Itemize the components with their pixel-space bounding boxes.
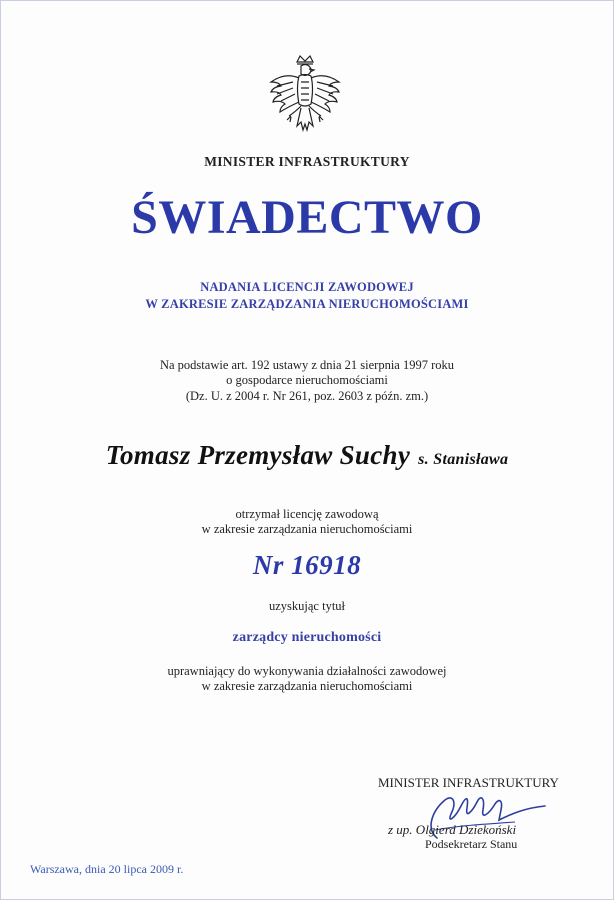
- authorizing-line-2: w zakresie zarządzania nieruchomościami: [201, 679, 413, 693]
- received-line-1: otrzymał licencję zawodową: [235, 507, 379, 521]
- signer-position: Podsekretarz Stanu: [425, 837, 518, 851]
- holder-name-line: [0, 440, 614, 471]
- signer-ministry: MINISTER INFRASTRUKTURY: [378, 775, 559, 790]
- legal-basis-line-1: Na podstawie art. 192 ustawy z dnia 21 sierpnia 1997 roku: [159, 358, 455, 372]
- legal-basis-line-3: (Dz. U. z 2004 r. Nr 261, poz. 2603 z późn. zm.): [185, 389, 429, 403]
- obtaining-title-text: uzyskując tytuł: [268, 599, 346, 613]
- professional-title: zarządcy nieruchomości: [232, 630, 382, 645]
- place-and-date: Warszawa, dnia 20 lipca 2009 r.: [30, 862, 184, 876]
- certificate-title: ŚWIADECTWO: [131, 191, 483, 244]
- eagle-emblem-icon: [265, 52, 345, 142]
- holder-father-name: s. Stanisława: [418, 451, 509, 468]
- signer-name: z up. Olgierd Dziekoński: [388, 822, 517, 837]
- subtitle-line-1: NADANIA LICENCJI ZAWODOWEJ: [200, 280, 414, 294]
- authorizing-line-1: uprawniający do wykonywania działalności zawodowej: [167, 664, 447, 678]
- holder-name: Tomasz Przemysław Suchy: [105, 440, 411, 470]
- ministry-heading: MINISTER INFRASTRUKTURY: [204, 154, 410, 169]
- subtitle-line-2: W ZAKRESIE ZARZĄDZANIA NIERUCHOMOŚCIAMI: [145, 297, 469, 311]
- legal-basis-line-2: o gospodarce nieruchomościami: [226, 373, 388, 387]
- received-line-2: w zakresie zarządzania nieruchomościami: [201, 522, 413, 536]
- license-number: Nr 16918: [252, 550, 362, 580]
